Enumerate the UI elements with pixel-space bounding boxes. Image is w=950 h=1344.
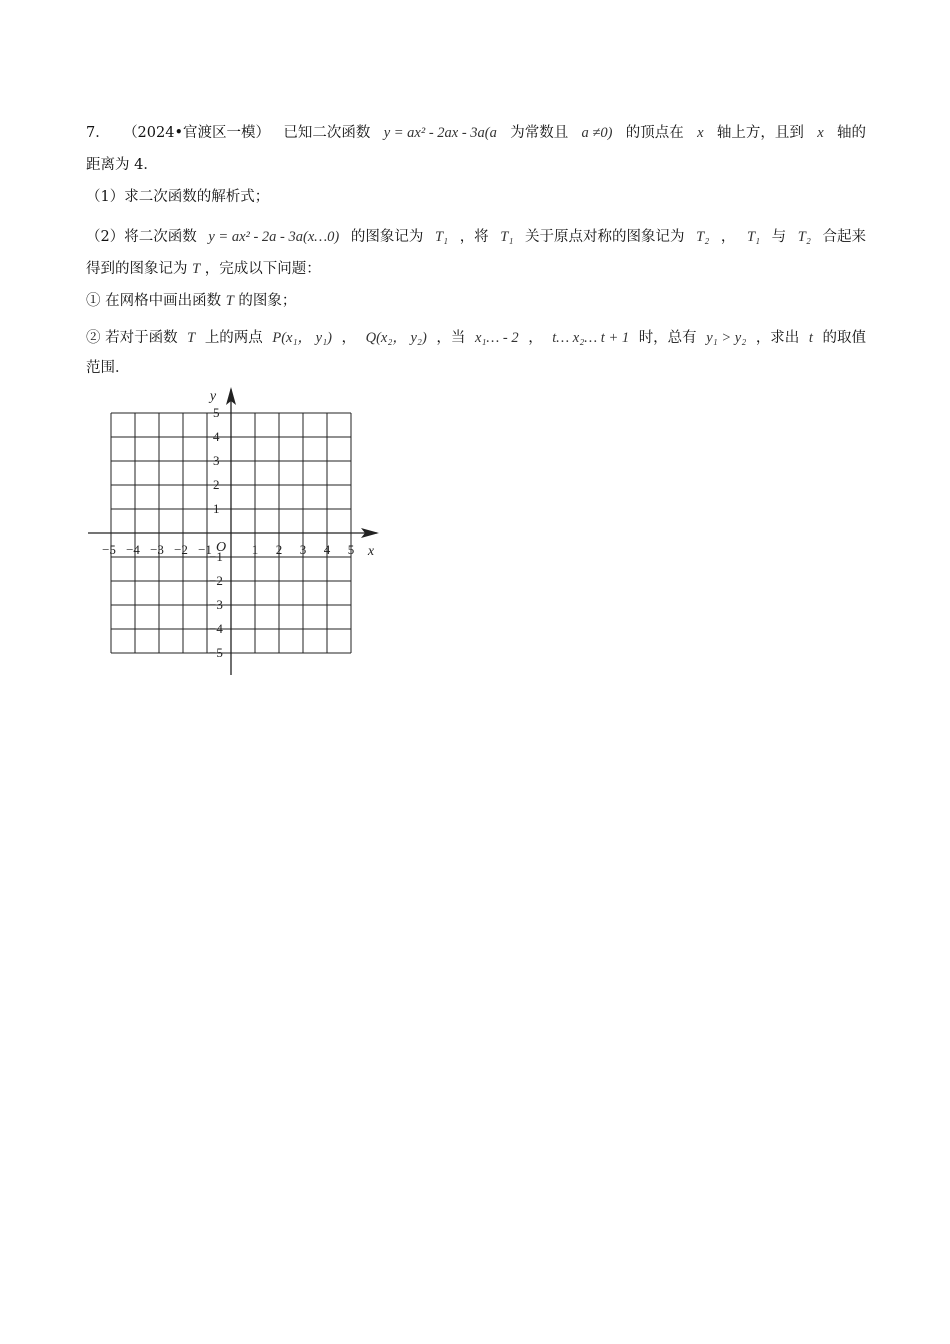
condition-x2: t… x₂… t + 1 xyxy=(552,330,630,346)
text: ， xyxy=(528,330,543,346)
text: 的图象记为 xyxy=(350,229,424,245)
question-2-line-1 xyxy=(86,326,866,350)
quadratic-formula: y = ax² - 2ax - 3a(a xyxy=(383,125,497,141)
y-tick-label: −3 xyxy=(209,597,223,612)
text: 上的两点 xyxy=(204,330,263,346)
condition-x1: x₁… - 2 xyxy=(474,330,519,346)
problem-line-1 xyxy=(86,121,866,145)
text: ，将 xyxy=(459,229,489,245)
x-tick-label: 1 xyxy=(251,542,259,557)
part-1: （1）求二次函数的解析式； xyxy=(86,189,270,205)
text: ，完成以下问题： xyxy=(204,261,321,277)
piecewise-formula: y = ax² - 2a - 3a(x…0) xyxy=(208,229,340,245)
text: （2）将二次函数 xyxy=(86,229,197,245)
var-x: x xyxy=(817,125,824,141)
x-tick-label: 2 xyxy=(275,542,283,557)
y-tick-label: 3 xyxy=(213,453,220,468)
question-1 xyxy=(86,289,866,313)
var-T2: T₂ xyxy=(797,229,811,245)
y-tick-label: 1 xyxy=(213,501,220,516)
y-tick-label: −1 xyxy=(209,549,223,564)
text: 轴的 xyxy=(836,125,866,141)
y-tick-label: −4 xyxy=(209,621,223,636)
x-axis-label: x xyxy=(367,544,375,559)
coordinate-grid-figure xyxy=(85,383,385,683)
text: 与 xyxy=(771,229,787,245)
var-T: T xyxy=(225,293,234,309)
condition-a-nonzero: a ≠0) xyxy=(581,125,613,141)
point-P: P(x₁， y₁) xyxy=(272,330,332,346)
text: 关于原点对称的图象记为 xyxy=(525,229,685,245)
x-tick-label: −3 xyxy=(150,542,164,557)
text: 的顶点在 xyxy=(625,125,684,141)
axes xyxy=(88,387,379,675)
x-tick-label: 3 xyxy=(299,542,307,557)
var-T1: T₁ xyxy=(434,229,449,245)
x-tick-label: −1 xyxy=(198,542,212,557)
var-T: T xyxy=(192,261,201,277)
y-tick-label: 2 xyxy=(213,477,220,492)
coordinate-grid-svg xyxy=(85,383,385,683)
question-2-line-2: 范围． xyxy=(86,360,130,376)
point-Q: Q(x₂， y₂) xyxy=(365,330,427,346)
text: 的取值 xyxy=(822,330,866,346)
text: ① 在网格中画出函数 xyxy=(86,293,222,309)
text: 的图象； xyxy=(238,293,297,309)
x-tick-label: 4 xyxy=(323,542,331,557)
text: 得到的图象记为 xyxy=(86,261,188,277)
var-T1: T₁ xyxy=(500,229,514,245)
x-tick-label: 5 xyxy=(347,542,355,557)
text: 时，总有 xyxy=(638,330,697,346)
y-tick-label: −5 xyxy=(209,645,223,660)
part-2-line-2 xyxy=(86,257,866,281)
var-x: x xyxy=(697,125,704,141)
text: ，求出 xyxy=(755,330,800,346)
problem-line-2: 距离为 4． xyxy=(86,157,158,173)
problem-source: （2024•官渡区一模） xyxy=(123,125,271,141)
condition-y: y₁ > y₂ xyxy=(706,330,747,346)
text: 轴上方，且到 xyxy=(716,125,804,141)
var-T2: T₂ xyxy=(696,229,710,245)
text: ② 若对于函数 xyxy=(86,330,178,346)
part-2-line-1 xyxy=(86,225,866,249)
x-tick-label: −5 xyxy=(102,542,116,557)
y-tick-label: −2 xyxy=(209,573,223,588)
var-t: t xyxy=(808,330,813,346)
origin-label: O xyxy=(215,540,227,555)
axis-tick-labels xyxy=(102,389,375,660)
text: ， xyxy=(341,330,357,346)
var-T: T xyxy=(187,330,196,346)
text: ， xyxy=(720,229,736,245)
y-tick-label: 4 xyxy=(213,429,220,444)
problem-number: 7． xyxy=(86,125,110,141)
y-axis-label: y xyxy=(209,389,217,404)
var-T1: T₁ xyxy=(746,229,761,245)
text: 为常数且 xyxy=(510,125,569,141)
text: 已知二次函数 xyxy=(283,125,371,141)
text: 合起来 xyxy=(822,229,866,245)
y-tick-label: 5 xyxy=(213,405,220,420)
x-tick-label: −4 xyxy=(126,542,140,557)
text: ，当 xyxy=(436,330,466,346)
x-tick-label: −2 xyxy=(174,542,188,557)
